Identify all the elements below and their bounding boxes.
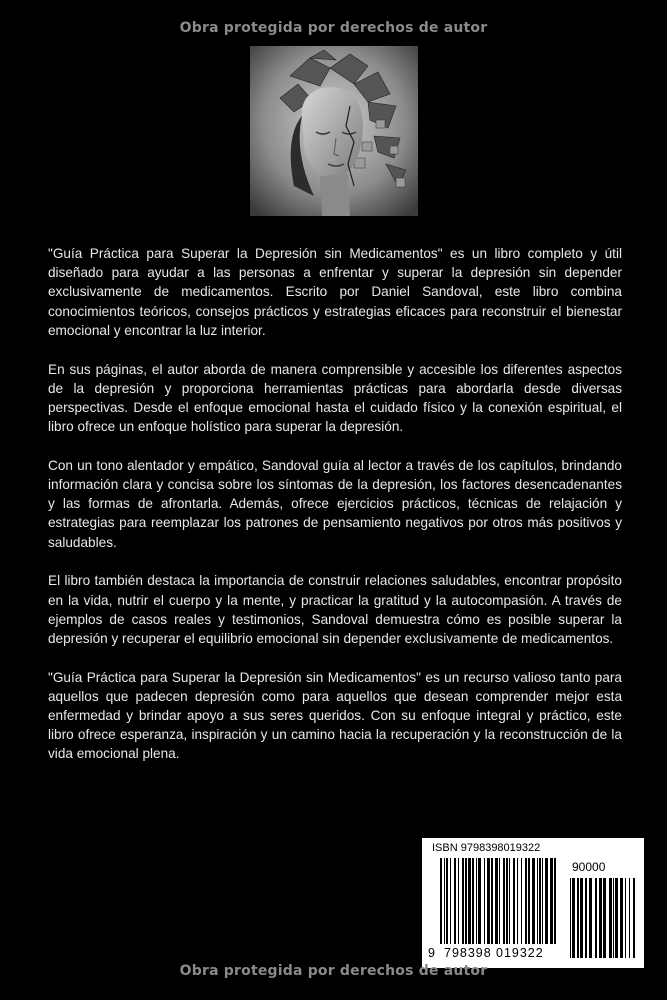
barcode-bar bbox=[625, 878, 626, 958]
barcode-bar bbox=[572, 878, 575, 958]
description-paragraph: El libro también destaca la importancia de construir relaciones saludables, encontrar propósito en la vida, nutrir el cuerpo y la mente, y practicar la gratitud y la autocompasión. A través de ejemplos de casos reales y testimonios, Sandoval demuestra cómo es posible superar la depresión y recuperar el equilibrio emocional sin depender exclusivamente de medicamentos. bbox=[48, 573, 622, 646]
barcode-bar bbox=[462, 858, 464, 944]
watermark-bottom: Obra protegida por derechos de autor bbox=[179, 963, 488, 979]
price-code: 90000 bbox=[572, 860, 606, 874]
barcode-bar bbox=[595, 878, 597, 958]
description-paragraph: "Guía Práctica para Superar la Depresión sin Medicamentos" es un recurso valioso tanto para aquellos que padecen depresión como para aquellos que desean comprender mejor esta enfermedad y brindar apoyo a sus seres queridos. Con su enfoque integral y práctico, este libro ofrece esperanza, inspiración y un camino hacia la recuperación y la reconstrucción de la vida emocional plena. bbox=[48, 669, 622, 762]
barcode-digits-right: 019322 bbox=[496, 946, 544, 960]
isbn-barcode bbox=[422, 838, 644, 968]
barcode-bar bbox=[495, 858, 498, 944]
barcode-bar bbox=[487, 858, 490, 944]
barcode-bar bbox=[478, 858, 481, 944]
description-paragraph: Con un tono alentador y empático, Sandoval guía al lector a través de los capítulos, brindando información clara y concisa sobre los síntomas de la depresión, los factores desencadenantes y las formas de afrontarla. Además, ofrece ejercicios prácticos, técnicas de relajación y estrategias para reemplazar los patrones de pensamiento negativos por otros más positivos y saludables. bbox=[48, 457, 622, 550]
barcode-bar bbox=[521, 858, 522, 944]
barcode-bar bbox=[465, 858, 467, 944]
barcode-bar bbox=[458, 858, 459, 944]
barcode-digits-left: 798398 bbox=[444, 946, 492, 960]
barcode-bar bbox=[577, 878, 579, 958]
barcode-bar bbox=[532, 858, 535, 944]
description-paragraph: "Guía Práctica para Superar la Depresión sin Medicamentos" es un libro completo y útil diseñado para ayudar a las personas a enfrentar y superar la depresión sin depender exclusivamente de medicamentos. Escrito por Daniel Sandoval, este libro combina conocimientos teóricos, consejos prácticos y estrategias eficaces para reconstruir el bienestar emocional y encontrar la luz interior. bbox=[48, 246, 622, 338]
barcode-bar bbox=[446, 858, 448, 944]
barcode-bar bbox=[633, 878, 635, 958]
barcode-bar bbox=[444, 858, 445, 944]
barcode-bar bbox=[440, 858, 442, 944]
barcode-bar bbox=[499, 858, 500, 944]
barcode-bar bbox=[542, 858, 543, 944]
barcode-bar bbox=[450, 858, 451, 944]
woman-portrait-illustration bbox=[250, 46, 418, 216]
barcode-bar bbox=[454, 858, 456, 944]
barcode-bar bbox=[513, 858, 515, 944]
barcode-bar bbox=[603, 878, 606, 958]
barcode-bar bbox=[517, 858, 518, 944]
barcode-bar bbox=[506, 858, 508, 944]
barcode-bar bbox=[580, 878, 583, 958]
barcode-bar bbox=[620, 878, 623, 958]
isbn-label: ISBN 9798398019322 bbox=[432, 842, 541, 854]
barcode-bar bbox=[484, 858, 485, 944]
cover-illustration bbox=[250, 46, 418, 216]
barcode-bar bbox=[476, 858, 477, 944]
barcode-bar bbox=[570, 878, 571, 958]
barcode-bar bbox=[468, 858, 471, 944]
barcode-bar bbox=[554, 858, 556, 944]
barcode-bar bbox=[550, 858, 553, 944]
barcode-bar bbox=[503, 858, 505, 944]
barcode-bar bbox=[525, 858, 527, 944]
barcode-bar bbox=[537, 858, 538, 944]
barcode-bar bbox=[613, 878, 614, 958]
book-description bbox=[48, 244, 622, 783]
barcode-bar bbox=[528, 858, 530, 944]
barcode-bar bbox=[585, 878, 587, 958]
barcode-bar bbox=[545, 858, 548, 944]
barcode-bar bbox=[589, 878, 592, 958]
barcode-bar bbox=[629, 878, 630, 958]
barcode-bar bbox=[491, 858, 493, 944]
barcode-bar bbox=[615, 878, 618, 958]
description-paragraph: En sus páginas, el autor aborda de manera comprensible y accesible los diferentes aspectos de la depresión y proporciona herramientas prácticas para abordarla desde diversas perspectivas. Desde el enfoque emocional hasta el cuidado físico y la conexión espiritual, el libro ofrece un enfoque holístico para superar la depresión. bbox=[48, 361, 622, 435]
barcode-bar bbox=[509, 858, 510, 944]
barcode-digit-first: 9 bbox=[428, 946, 435, 960]
barcode-bar bbox=[472, 858, 474, 944]
barcode-bar bbox=[539, 858, 541, 944]
watermark-top: Obra protegida por derechos de autor bbox=[179, 20, 488, 36]
barcode-bar bbox=[599, 878, 602, 958]
barcode-bar bbox=[609, 878, 612, 958]
